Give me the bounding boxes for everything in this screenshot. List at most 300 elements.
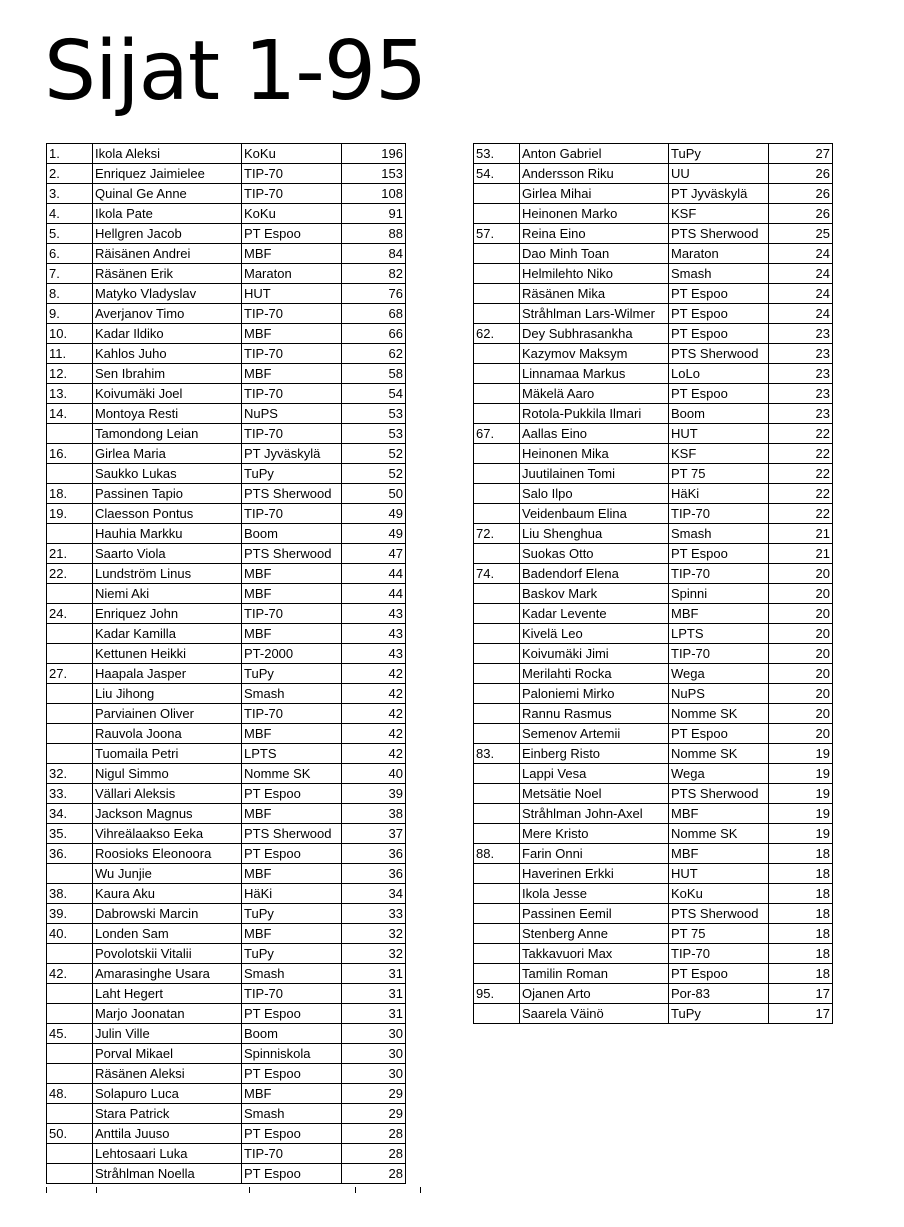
club-cell: MBF [669, 604, 769, 624]
points-cell: 42 [342, 704, 406, 724]
player-name-cell: Suokas Otto [520, 544, 669, 564]
points-cell: 26 [769, 164, 833, 184]
points-cell: 44 [342, 564, 406, 584]
player-name-cell: Heinonen Mika [520, 444, 669, 464]
club-cell: TIP-70 [242, 504, 342, 524]
points-cell: 50 [342, 484, 406, 504]
player-name-cell: Koivumäki Jimi [520, 644, 669, 664]
points-cell: 24 [769, 284, 833, 304]
player-name-cell: Sen Ibrahim [93, 364, 242, 384]
table-row [47, 264, 406, 284]
player-name-cell: Nigul Simmo [93, 764, 242, 784]
player-name-cell: Takkavuori Max [520, 944, 669, 964]
points-cell: 19 [769, 824, 833, 844]
table-row [474, 784, 833, 804]
table-row [47, 664, 406, 684]
player-name-cell: Koivumäki Joel [93, 384, 242, 404]
club-cell: Smash [242, 684, 342, 704]
club-cell: LoLo [669, 364, 769, 384]
table-row [47, 424, 406, 444]
rank-cell [47, 1144, 93, 1164]
points-cell: 62 [342, 344, 406, 364]
club-cell: TIP-70 [242, 424, 342, 444]
table-row [474, 744, 833, 764]
points-cell: 29 [342, 1104, 406, 1124]
points-cell: 18 [769, 864, 833, 884]
club-cell: MBF [242, 324, 342, 344]
table-continuation-line [249, 1187, 250, 1193]
player-name-cell: Linnamaa Markus [520, 364, 669, 384]
rank-cell [47, 704, 93, 724]
points-cell: 20 [769, 664, 833, 684]
rank-cell [474, 704, 520, 724]
rank-cell: 8. [47, 284, 93, 304]
points-cell: 31 [342, 1004, 406, 1024]
rank-cell [474, 444, 520, 464]
points-cell: 22 [769, 444, 833, 464]
club-cell: TuPy [242, 944, 342, 964]
player-name-cell: Marjo Joonatan [93, 1004, 242, 1024]
club-cell: TIP-70 [669, 944, 769, 964]
points-cell: 20 [769, 604, 833, 624]
player-name-cell: Baskov Mark [520, 584, 669, 604]
rank-cell: 24. [47, 604, 93, 624]
club-cell: TIP-70 [242, 704, 342, 724]
player-name-cell: Tamondong Leian [93, 424, 242, 444]
points-cell: 42 [342, 744, 406, 764]
table-row [47, 944, 406, 964]
table-row [474, 424, 833, 444]
player-name-cell: Stråhlman Lars-Wilmer [520, 304, 669, 324]
points-cell: 42 [342, 724, 406, 744]
table-row [47, 384, 406, 404]
points-cell: 28 [342, 1124, 406, 1144]
player-name-cell: Rotola-Pukkila Ilmari [520, 404, 669, 424]
rank-cell [47, 1104, 93, 1124]
table-row [47, 564, 406, 584]
rank-cell: 53. [474, 144, 520, 164]
club-cell: Boom [242, 524, 342, 544]
points-cell: 91 [342, 204, 406, 224]
player-name-cell: Stråhlman Noella [93, 1164, 242, 1184]
table-continuation-line [96, 1187, 97, 1193]
points-cell: 20 [769, 724, 833, 744]
club-cell: TuPy [242, 664, 342, 684]
rank-cell: 50. [47, 1124, 93, 1144]
rank-cell: 36. [47, 844, 93, 864]
rank-cell [474, 804, 520, 824]
player-name-cell: Metsätie Noel [520, 784, 669, 804]
club-cell: PT Jyväskylä [669, 184, 769, 204]
rank-cell: 11. [47, 344, 93, 364]
page-title: Sijat 1-95 [44, 24, 427, 119]
club-cell: PT Espoo [669, 284, 769, 304]
table-row [47, 1144, 406, 1164]
table-row [47, 204, 406, 224]
rank-cell: 54. [474, 164, 520, 184]
points-cell: 38 [342, 804, 406, 824]
points-cell: 19 [769, 804, 833, 824]
rank-cell [474, 504, 520, 524]
rank-cell: 72. [474, 524, 520, 544]
table-row [47, 984, 406, 1004]
points-cell: 20 [769, 584, 833, 604]
table-row [47, 524, 406, 544]
rank-cell [47, 1164, 93, 1184]
player-name-cell: Juutilainen Tomi [520, 464, 669, 484]
player-name-cell: Roosioks Eleonoora [93, 844, 242, 864]
player-name-cell: Räisänen Andrei [93, 244, 242, 264]
club-cell: TIP-70 [669, 644, 769, 664]
player-name-cell: Dao Minh Toan [520, 244, 669, 264]
player-name-cell: Hauhia Markku [93, 524, 242, 544]
table-continuation-line [46, 1187, 47, 1193]
rank-cell: 83. [474, 744, 520, 764]
table-row [47, 1084, 406, 1104]
club-cell: Nomme SK [669, 744, 769, 764]
club-cell: NuPS [242, 404, 342, 424]
club-cell: Boom [242, 1024, 342, 1044]
points-cell: 19 [769, 764, 833, 784]
table-row [47, 1104, 406, 1124]
rank-cell: 39. [47, 904, 93, 924]
player-name-cell: Averjanov Timo [93, 304, 242, 324]
points-cell: 24 [769, 304, 833, 324]
player-name-cell: Räsänen Mika [520, 284, 669, 304]
rank-cell: 9. [47, 304, 93, 324]
club-cell: MBF [242, 804, 342, 824]
points-cell: 53 [342, 404, 406, 424]
club-cell: TIP-70 [669, 504, 769, 524]
ranking-table-right [473, 143, 833, 1024]
club-cell: MBF [669, 844, 769, 864]
points-cell: 28 [342, 1144, 406, 1164]
table-row [474, 884, 833, 904]
table-row [47, 184, 406, 204]
table-row [47, 864, 406, 884]
rank-cell [474, 964, 520, 984]
rank-cell [474, 1004, 520, 1024]
points-cell: 58 [342, 364, 406, 384]
points-cell: 196 [342, 144, 406, 164]
club-cell: Maraton [242, 264, 342, 284]
rank-cell [474, 584, 520, 604]
table-row [474, 404, 833, 424]
rank-cell [47, 864, 93, 884]
player-name-cell: Passinen Tapio [93, 484, 242, 504]
rank-cell: 32. [47, 764, 93, 784]
rank-cell: 1. [47, 144, 93, 164]
rank-cell [474, 604, 520, 624]
club-cell: PT Espoo [242, 1164, 342, 1184]
player-name-cell: Niemi Aki [93, 584, 242, 604]
player-name-cell: Tamilin Roman [520, 964, 669, 984]
rank-cell: 21. [47, 544, 93, 564]
rank-cell [474, 204, 520, 224]
table-row [474, 444, 833, 464]
club-cell: KoKu [242, 144, 342, 164]
club-cell: PT Espoo [242, 844, 342, 864]
rank-cell: 48. [47, 1084, 93, 1104]
player-name-cell: Merilahti Rocka [520, 664, 669, 684]
table-row [474, 984, 833, 1004]
club-cell: Smash [669, 264, 769, 284]
table-row [474, 464, 833, 484]
points-cell: 19 [769, 784, 833, 804]
table-row [47, 904, 406, 924]
points-cell: 34 [342, 884, 406, 904]
club-cell: Nomme SK [669, 704, 769, 724]
table-row [47, 584, 406, 604]
rank-cell [474, 244, 520, 264]
rank-cell [474, 464, 520, 484]
rank-cell: 62. [474, 324, 520, 344]
club-cell: TIP-70 [242, 604, 342, 624]
rank-cell: 6. [47, 244, 93, 264]
club-cell: MBF [242, 364, 342, 384]
table-row [47, 684, 406, 704]
player-name-cell: Passinen Eemil [520, 904, 669, 924]
table-row [47, 1024, 406, 1044]
points-cell: 19 [769, 744, 833, 764]
player-name-cell: Heinonen Marko [520, 204, 669, 224]
points-cell: 23 [769, 384, 833, 404]
club-cell: PTS Sherwood [669, 344, 769, 364]
club-cell: PT Espoo [669, 324, 769, 344]
rank-cell [474, 824, 520, 844]
player-name-cell: Mäkelä Aaro [520, 384, 669, 404]
table-row [47, 344, 406, 364]
club-cell: PTS Sherwood [669, 904, 769, 924]
club-cell: HUT [242, 284, 342, 304]
rank-cell: 95. [474, 984, 520, 1004]
player-name-cell: Anttila Juuso [93, 1124, 242, 1144]
player-name-cell: Einberg Risto [520, 744, 669, 764]
rank-cell [474, 384, 520, 404]
table-row [474, 204, 833, 224]
rank-cell [47, 684, 93, 704]
points-cell: 18 [769, 844, 833, 864]
table-row [47, 224, 406, 244]
rank-cell: 12. [47, 364, 93, 384]
player-name-cell: Amarasinghe Usara [93, 964, 242, 984]
rank-cell [474, 624, 520, 644]
club-cell: PTS Sherwood [242, 824, 342, 844]
rank-cell [474, 644, 520, 664]
club-cell: TuPy [669, 1004, 769, 1024]
table-row [47, 364, 406, 384]
table-row [474, 924, 833, 944]
rank-cell [47, 1064, 93, 1084]
rank-cell [47, 644, 93, 664]
table-row [47, 444, 406, 464]
player-name-cell: Tuomaila Petri [93, 744, 242, 764]
club-cell: MBF [242, 724, 342, 744]
table-row [474, 644, 833, 664]
rank-cell: 88. [474, 844, 520, 864]
rank-cell [474, 784, 520, 804]
club-cell: LPTS [669, 624, 769, 644]
rank-cell: 38. [47, 884, 93, 904]
table-row [474, 824, 833, 844]
club-cell: PT Espoo [669, 724, 769, 744]
player-name-cell: Dabrowski Marcin [93, 904, 242, 924]
table-row [47, 1064, 406, 1084]
club-cell: Nomme SK [242, 764, 342, 784]
player-name-cell: Lehtosaari Luka [93, 1144, 242, 1164]
club-cell: Maraton [669, 244, 769, 264]
club-cell: HäKi [242, 884, 342, 904]
club-cell: MBF [242, 1084, 342, 1104]
rank-cell [474, 284, 520, 304]
points-cell: 27 [769, 144, 833, 164]
points-cell: 23 [769, 324, 833, 344]
club-cell: Wega [669, 764, 769, 784]
points-cell: 76 [342, 284, 406, 304]
club-cell: MBF [242, 924, 342, 944]
rank-cell [474, 664, 520, 684]
table-row [47, 1124, 406, 1144]
rank-cell: 34. [47, 804, 93, 824]
points-cell: 43 [342, 624, 406, 644]
club-cell: TIP-70 [242, 184, 342, 204]
player-name-cell: Kadar Ildiko [93, 324, 242, 344]
points-cell: 43 [342, 604, 406, 624]
table-row [474, 844, 833, 864]
player-name-cell: Haapala Jasper [93, 664, 242, 684]
table-row [474, 264, 833, 284]
player-name-cell: Hellgren Jacob [93, 224, 242, 244]
table-row [474, 484, 833, 504]
club-cell: Smash [242, 1104, 342, 1124]
club-cell: TIP-70 [669, 564, 769, 584]
club-cell: KSF [669, 204, 769, 224]
table-row [474, 864, 833, 884]
points-cell: 23 [769, 344, 833, 364]
player-name-cell: Stara Patrick [93, 1104, 242, 1124]
player-name-cell: Paloniemi Mirko [520, 684, 669, 704]
table-continuation-line [355, 1187, 356, 1193]
points-cell: 54 [342, 384, 406, 404]
points-cell: 82 [342, 264, 406, 284]
rank-cell [474, 924, 520, 944]
player-name-cell: Kivelä Leo [520, 624, 669, 644]
club-cell: HäKi [669, 484, 769, 504]
points-cell: 18 [769, 924, 833, 944]
points-cell: 17 [769, 1004, 833, 1024]
club-cell: LPTS [242, 744, 342, 764]
player-name-cell: Saukko Lukas [93, 464, 242, 484]
club-cell: MBF [669, 804, 769, 824]
club-cell: PT Jyväskylä [242, 444, 342, 464]
table-row [47, 164, 406, 184]
club-cell: TIP-70 [242, 304, 342, 324]
club-cell: TuPy [669, 144, 769, 164]
club-cell: TuPy [242, 464, 342, 484]
player-name-cell: Kaura Aku [93, 884, 242, 904]
points-cell: 108 [342, 184, 406, 204]
rank-cell [474, 724, 520, 744]
club-cell: PT Espoo [669, 964, 769, 984]
rank-cell [474, 264, 520, 284]
player-name-cell: Povolotskii Vitalii [93, 944, 242, 964]
player-name-cell: Claesson Pontus [93, 504, 242, 524]
points-cell: 21 [769, 524, 833, 544]
rank-cell: 7. [47, 264, 93, 284]
rank-cell: 42. [47, 964, 93, 984]
table-row [474, 284, 833, 304]
table-row [474, 1004, 833, 1024]
player-name-cell: Girlea Maria [93, 444, 242, 464]
table-row [474, 704, 833, 724]
rank-cell [474, 864, 520, 884]
rank-cell [47, 1004, 93, 1024]
player-name-cell: Ikola Pate [93, 204, 242, 224]
rank-cell: 45. [47, 1024, 93, 1044]
player-name-cell: Porval Mikael [93, 1044, 242, 1064]
player-name-cell: Montoya Resti [93, 404, 242, 424]
player-name-cell: Dey Subhrasankha [520, 324, 669, 344]
table-row [47, 484, 406, 504]
points-cell: 20 [769, 624, 833, 644]
rank-cell: 67. [474, 424, 520, 444]
club-cell: MBF [242, 584, 342, 604]
rank-cell [474, 544, 520, 564]
points-cell: 36 [342, 864, 406, 884]
rank-cell [47, 624, 93, 644]
table-row [474, 964, 833, 984]
rank-cell: 33. [47, 784, 93, 804]
player-name-cell: Aallas Eino [520, 424, 669, 444]
points-cell: 33 [342, 904, 406, 924]
rank-cell [474, 484, 520, 504]
club-cell: PT Espoo [669, 544, 769, 564]
club-cell: PT-2000 [242, 644, 342, 664]
rank-cell: 5. [47, 224, 93, 244]
points-cell: 44 [342, 584, 406, 604]
rank-cell: 14. [47, 404, 93, 424]
table-row [474, 804, 833, 824]
club-cell: KSF [669, 444, 769, 464]
points-cell: 20 [769, 564, 833, 584]
table-row [47, 144, 406, 164]
points-cell: 32 [342, 924, 406, 944]
points-cell: 22 [769, 484, 833, 504]
points-cell: 22 [769, 504, 833, 524]
player-name-cell: Reina Eino [520, 224, 669, 244]
points-cell: 25 [769, 224, 833, 244]
rank-cell [474, 184, 520, 204]
club-cell: PTS Sherwood [242, 484, 342, 504]
player-name-cell: Kettunen Heikki [93, 644, 242, 664]
player-name-cell: Stenberg Anne [520, 924, 669, 944]
club-cell: Wega [669, 664, 769, 684]
rank-cell [474, 764, 520, 784]
player-name-cell: Stråhlman John-Axel [520, 804, 669, 824]
club-cell: PT Espoo [669, 304, 769, 324]
table-row [47, 704, 406, 724]
table-row [47, 744, 406, 764]
club-cell: TIP-70 [242, 344, 342, 364]
player-name-cell: Quinal Ge Anne [93, 184, 242, 204]
player-name-cell: Mere Kristo [520, 824, 669, 844]
table-row [47, 724, 406, 744]
club-cell: MBF [242, 864, 342, 884]
table-row [47, 884, 406, 904]
club-cell: KoKu [669, 884, 769, 904]
points-cell: 32 [342, 944, 406, 964]
table-row [474, 224, 833, 244]
